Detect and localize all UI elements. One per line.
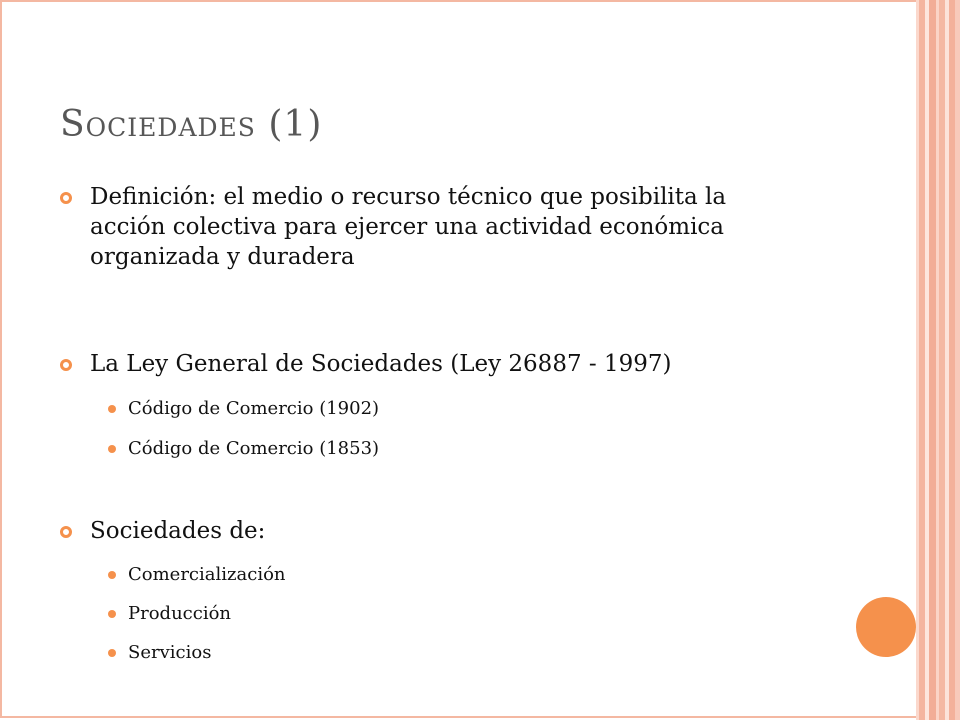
subbullet-codigo-1853	[108, 437, 708, 461]
bullet-text: La Ley General de Sociedades (Ley 26887 - 1997)	[90, 351, 672, 377]
bullet-sociedades-de	[60, 516, 800, 546]
subbullet-text: Servicios	[128, 642, 212, 663]
decorative-stripes	[916, 0, 960, 720]
dot-bullet-icon	[108, 405, 116, 413]
dot-bullet-icon	[108, 610, 116, 618]
bullet-definicion	[60, 182, 800, 272]
dot-bullet-icon	[108, 445, 116, 453]
subbullet-comercializacion	[108, 563, 708, 587]
subbullet-text: Producción	[128, 603, 232, 624]
decorative-circle	[856, 597, 916, 657]
ring-bullet-icon	[60, 359, 72, 371]
bullet-text: Sociedades de:	[90, 518, 266, 544]
subbullet-text: Código de Comercio (1853)	[128, 438, 380, 459]
ring-bullet-icon	[60, 526, 72, 538]
dot-bullet-icon	[108, 571, 116, 579]
subbullet-text: Comercialización	[128, 564, 286, 585]
dot-bullet-icon	[108, 649, 116, 657]
subbullet-text: Código de Comercio (1902)	[128, 398, 380, 419]
subbullet-produccion	[108, 602, 708, 626]
slide-title: Sociedades (1)	[60, 104, 323, 145]
subbullet-servicios	[108, 641, 708, 665]
bullet-ley-general	[60, 349, 800, 379]
bullet-text: Definición: el medio o recurso técnico que posibilita la acción colectiva para ejercer una actividad económica organizada y duradera	[90, 184, 727, 270]
ring-bullet-icon	[60, 192, 72, 204]
subbullet-codigo-1902	[108, 397, 708, 421]
